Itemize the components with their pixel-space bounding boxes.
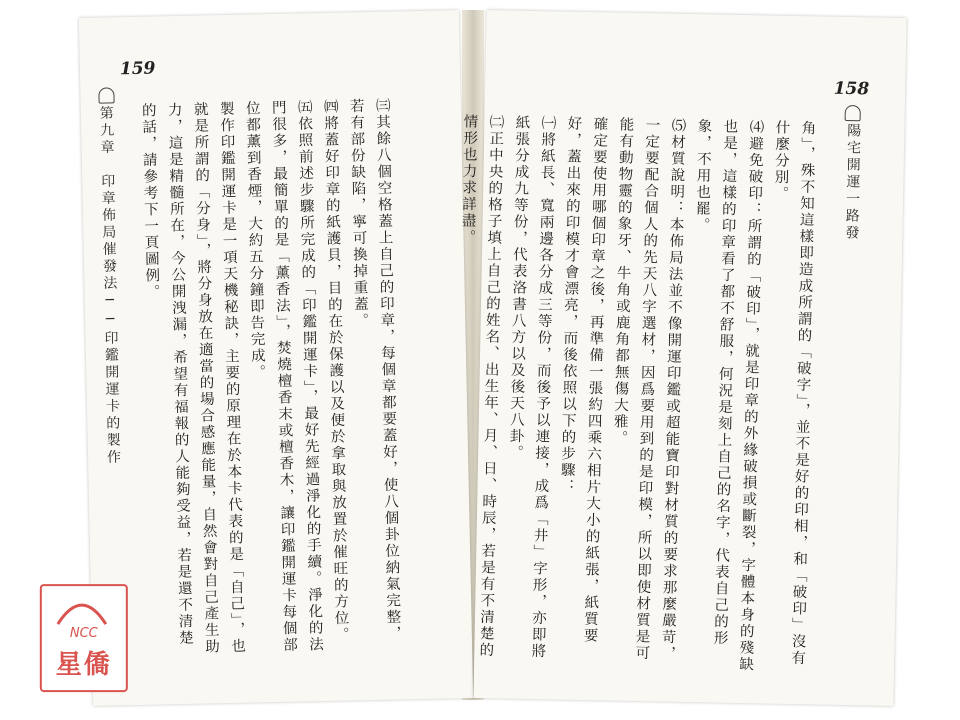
paragraph: ㈤依照前述步驟所完成的「印鑑開運卡」，最好先經過淨化的手續。淨化的法門很多，最簡單的是「薰香法」，焚燒檀香末或檀香木，讓印鑑開運卡每個部位都薰到香煙，大約五分鐘即告完成。: [243, 99, 324, 654]
right-page: [459, 10, 906, 706]
header-ornament-icon: [98, 87, 114, 103]
paragraph: 確定要使用哪個印章之後，再準備一張約四乘六相片大小的紙張，紙質要好，蓋出來的印模才會漂亮，而後依照以下的步驟：: [558, 115, 608, 645]
paragraph: ㈢其餘八個空格蓋上自己的印章，每個章都要蓋好，使八個卦位納氣完整，若有部份缺陷，寧可換掉重蓋。: [347, 97, 401, 643]
paragraph: 製作印鑑開運卡是一項天機秘訣，主要的原理在於本卡代表的是「自己」，也就是所謂的「分身」，將分身放在適當的場合感應能量，自然會對自己產生助力，這是精髓所在，今公開洩漏，希望有福報的人能夠受益，若是還不清楚的話，請參考下一頁圖例。: [139, 100, 246, 656]
left-page-number: 159: [119, 58, 156, 80]
left-body-text: [135, 97, 407, 662]
paragraph: ⑸材質說明：本佈局法並不像開運印鑑或超能寶印對材質的要求那麼嚴苛，一定要配合個人的先天八字選材，因爲要用到的是印模，所以即使材質是可能有動物靈的象牙、牛角或鹿角都無傷大雅。: [611, 116, 686, 663]
left-page: [55, 10, 473, 706]
watermark-latin: NCC: [69, 626, 98, 642]
paragraph: 角」，殊不知這樣即造成所謂的「破字」，並不是好的印相，和「破印」沒有什麼分別。: [772, 119, 816, 667]
paragraph: ⑷避免破印：所謂的「破印」，就是印章的外緣破損或斷裂，字體本身的殘缺也是，這樣的印章看了都不舒服，何況是刻上自己的名字，代表自己的形象，不用也罷。: [693, 118, 764, 674]
paragraph: ㈡正中央的格子填上自己的姓名、出生年、月、日、時辰，若是有不清楚的情形也力求詳盡。: [459, 113, 504, 659]
right-body-text: [446, 113, 821, 680]
right-running-header: 陽宅開運一路發: [843, 122, 862, 243]
right-page-number: 158: [833, 78, 870, 100]
header-ornament-icon: [845, 105, 861, 121]
ncc-watermark-logo: [40, 584, 128, 692]
left-running-header: 第九章 印章佈局催發法──印鑑開運卡的製作: [97, 105, 122, 467]
triangle-logo-icon: [54, 592, 110, 626]
paragraph: ㈣將蓋好印章的紙護貝，目的在於保護以及便於拿取與放置於催旺的方位。: [321, 98, 349, 644]
paragraph: ㈠將紙長、寬兩邊各分成三等份，而後予以連接，成爲「井」字形，亦即將紙張分成九等份，代表洛書八方以及後天八卦。: [506, 114, 556, 660]
watermark-chinese: 星僑: [55, 650, 112, 681]
